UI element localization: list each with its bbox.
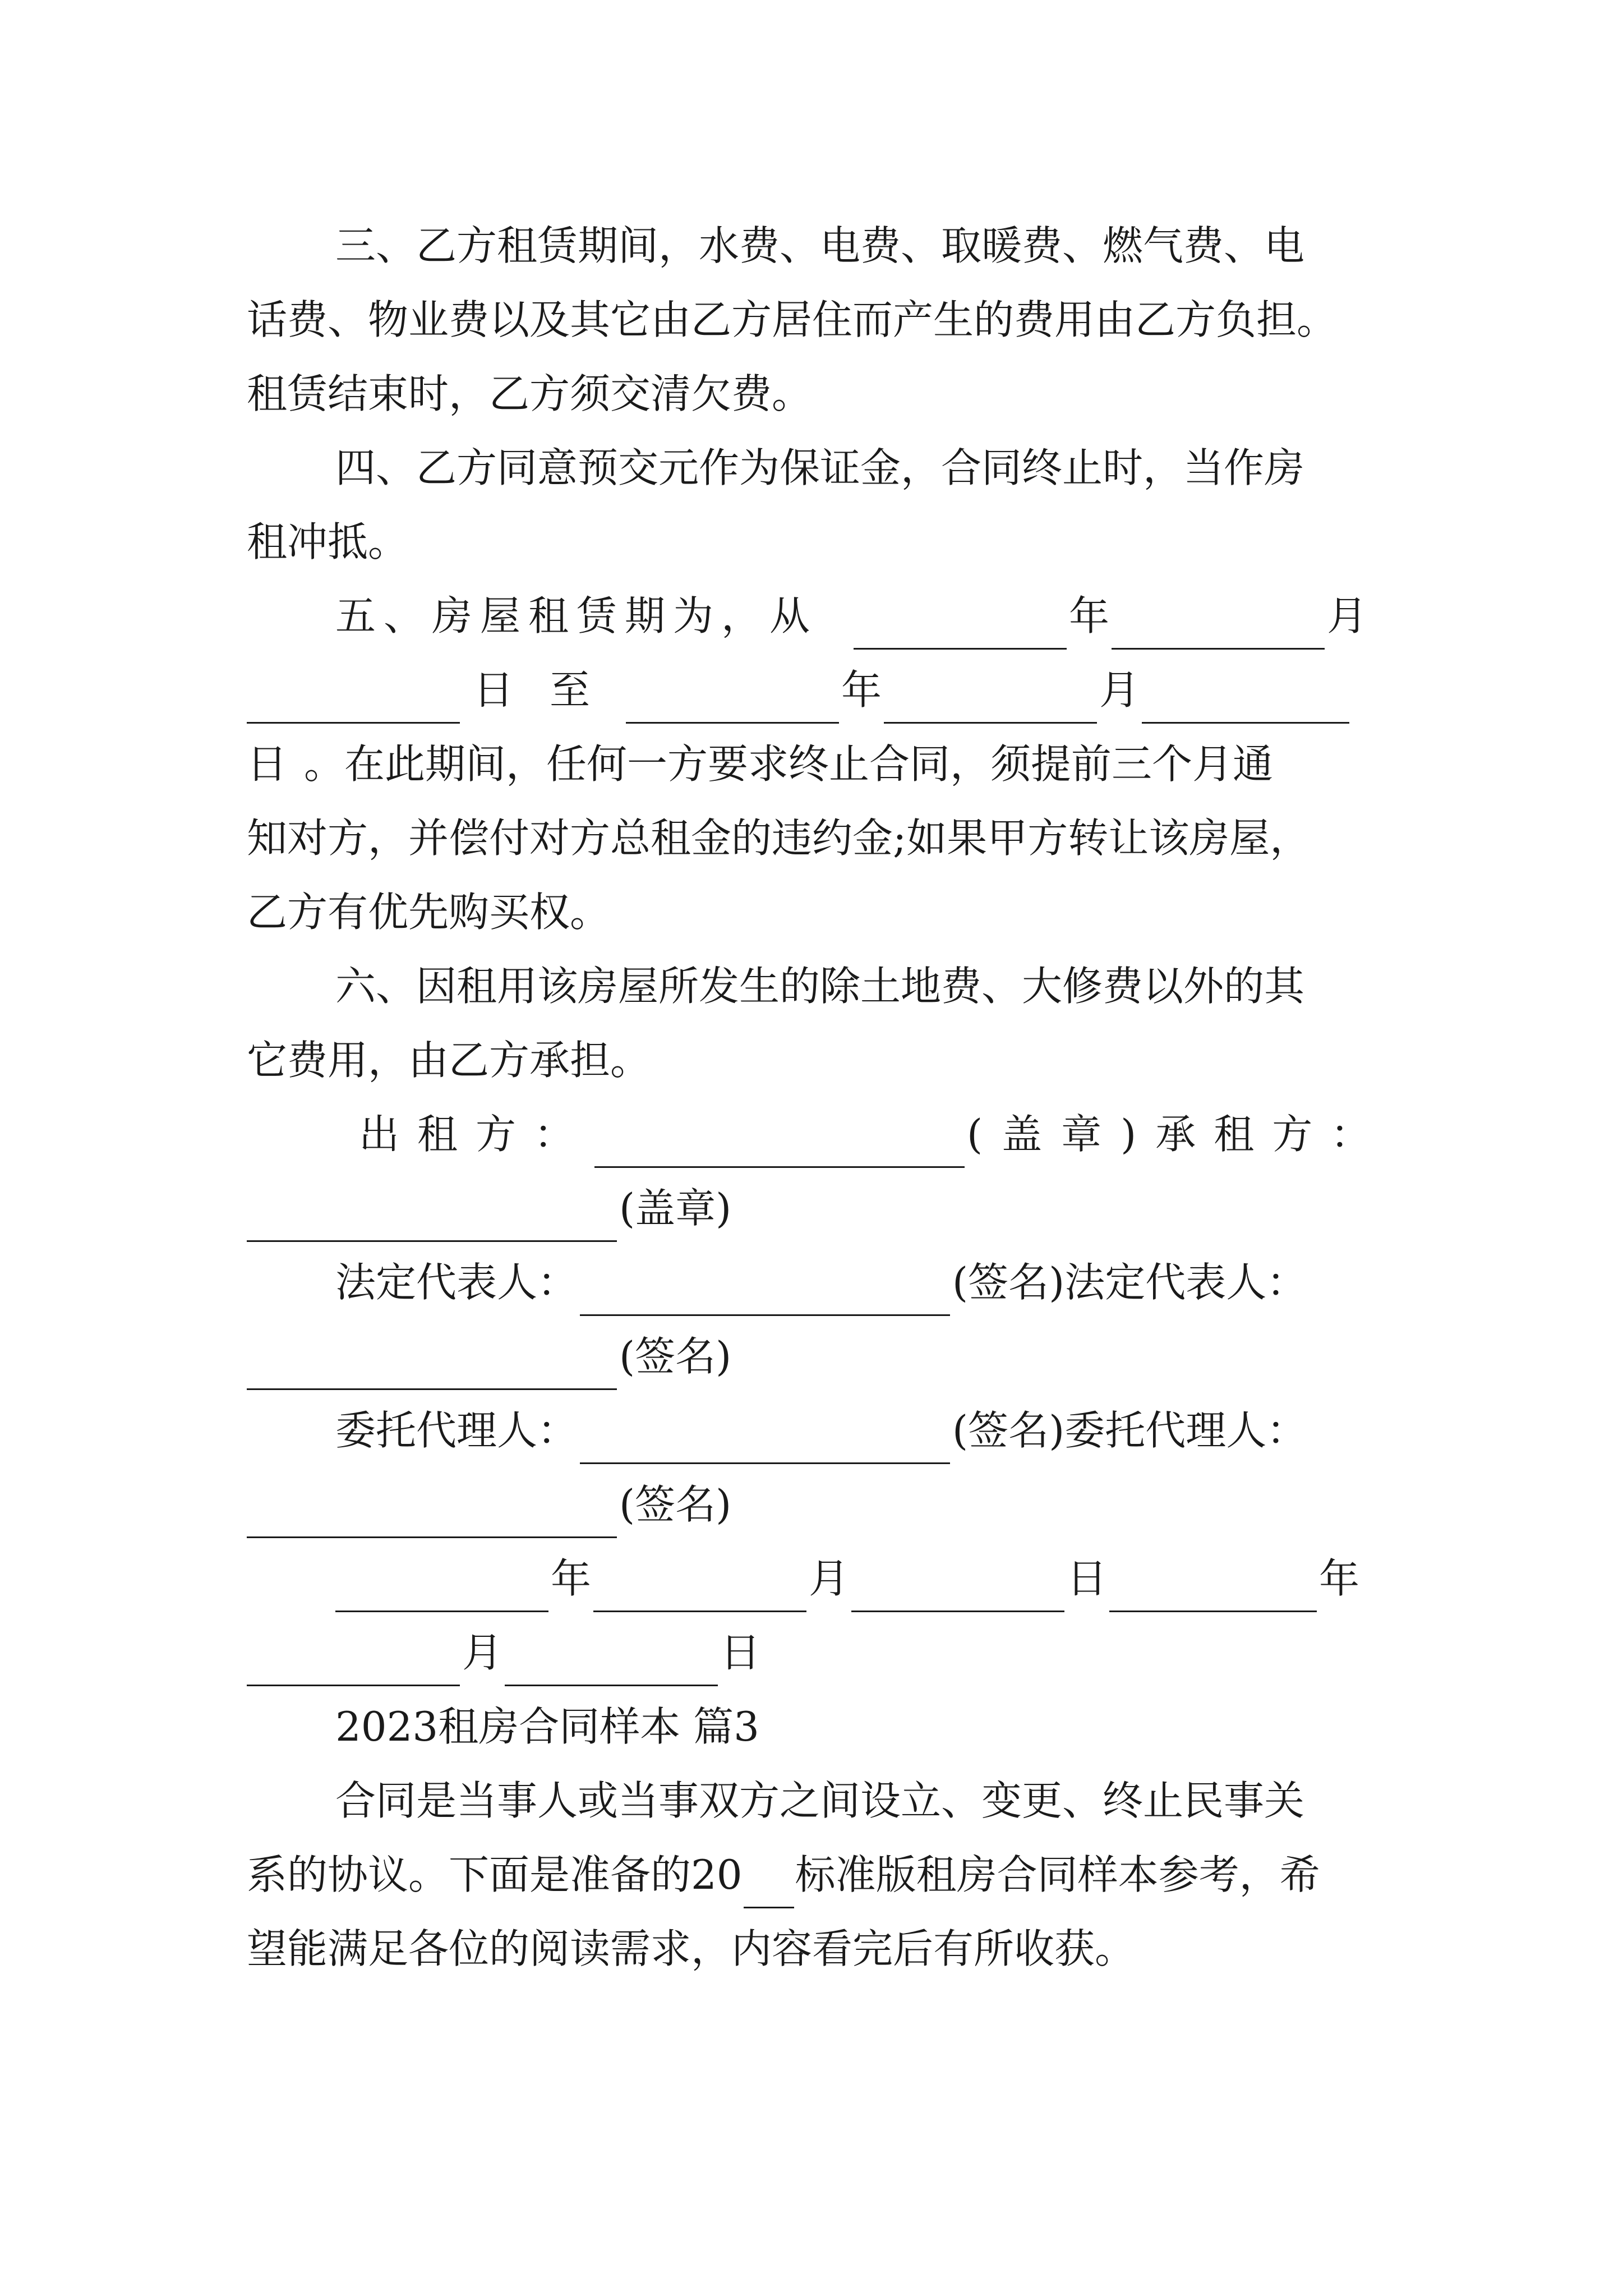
- section-title: 2023租房合同样本 篇3: [335, 1703, 759, 1750]
- lessee-signature-line: [247, 1175, 1380, 1242]
- sign-label: (签名): [952, 1259, 1065, 1306]
- year-label: 年: [551, 1555, 592, 1602]
- intro-line-2: [247, 1841, 1380, 1908]
- year-label: 年: [1319, 1555, 1360, 1602]
- end-day-blank[interactable]: [1142, 677, 1349, 724]
- intro-text-a: 系的协议。下面是准备的20: [247, 1851, 743, 1898]
- clause-5-line-5: 乙方有优先购买权。: [247, 889, 611, 936]
- intro-blank: [744, 1862, 794, 1908]
- clause-5-prefix: 五、房屋租赁期为，从: [335, 592, 818, 639]
- agent-blank-2[interactable]: [247, 1492, 617, 1538]
- end-month-blank[interactable]: [884, 677, 1097, 724]
- lessee-label: 承租方：: [1155, 1111, 1389, 1158]
- lessor-signature-line: [359, 1101, 1403, 1168]
- lessee-blank[interactable]: [247, 1195, 617, 1242]
- date-month-blank-2[interactable]: [247, 1640, 460, 1686]
- sign-label: (签名): [619, 1333, 732, 1380]
- lessor-label: 出租方：: [359, 1111, 593, 1158]
- month-label: 月: [1099, 666, 1140, 714]
- date-year-blank-2[interactable]: [1109, 1566, 1317, 1612]
- year-label: 年: [1069, 592, 1110, 639]
- start-day-blank[interactable]: [247, 677, 460, 724]
- month-label: 月: [809, 1555, 850, 1602]
- clause-5-line-1: [335, 582, 1380, 650]
- agent-label: 委托代理人：: [1064, 1407, 1307, 1454]
- month-label: 月: [462, 1629, 503, 1676]
- agent-label: 委托代理人：: [335, 1407, 578, 1454]
- intro-line-1: 合同是当事人或当事双方之间设立、变更、终止民事关: [335, 1777, 1305, 1824]
- start-year-blank[interactable]: [854, 603, 1067, 650]
- start-month-blank[interactable]: [1112, 603, 1325, 650]
- date-line-2: [247, 1619, 1380, 1686]
- date-day-blank[interactable]: [851, 1566, 1064, 1612]
- seal-label: (盖章): [967, 1111, 1156, 1158]
- intro-text-b: 标准版租房合同样本参考，希: [795, 1851, 1320, 1898]
- clause-6-line-1: 六、因租用该房屋所发生的除土地费、大修费以外的其: [335, 963, 1305, 1010]
- end-year-blank[interactable]: [626, 677, 839, 724]
- month-label: 月: [1327, 592, 1368, 639]
- day-label: 日: [473, 666, 514, 714]
- to-label: 至: [550, 666, 591, 714]
- agent-line: [335, 1397, 1380, 1464]
- sign-label: (签名): [952, 1407, 1065, 1454]
- sign-label: (签名): [619, 1481, 732, 1528]
- legal-rep-line: [335, 1249, 1380, 1316]
- seal-label: (盖章): [619, 1185, 732, 1232]
- clause-3-line-3: 租赁结束时，乙方须交清欠费。: [247, 370, 813, 417]
- clause-5-text: 。在此期间，任何一方要求终止合同，须提前三个月通: [304, 740, 1274, 788]
- intro-line-3: 望能满足各位的阅读需求，内容看完后有所收获。: [247, 1925, 1136, 1972]
- day-label: 日: [1067, 1555, 1108, 1602]
- date-year-blank[interactable]: [335, 1566, 548, 1612]
- legal-rep-label: 法定代表人：: [1064, 1259, 1307, 1306]
- clause-3-line-1: 三、乙方租赁期间，水费、电费、取暖费、燃气费、电: [335, 222, 1305, 269]
- day-label: 日: [720, 1629, 761, 1676]
- date-month-blank[interactable]: [593, 1566, 806, 1612]
- year-label: 年: [841, 666, 882, 714]
- lessor-blank[interactable]: [594, 1121, 965, 1168]
- legal-rep-blank[interactable]: [580, 1269, 950, 1316]
- legal-rep-line-2: [247, 1323, 1380, 1390]
- legal-rep-label: 法定代表人：: [335, 1259, 578, 1306]
- legal-rep-blank-2[interactable]: [247, 1343, 617, 1390]
- clause-4-line-2: 租冲抵。: [247, 518, 409, 565]
- agent-blank[interactable]: [580, 1418, 950, 1464]
- clause-5-line-2: [247, 656, 1380, 724]
- clause-3-line-2: 话费、物业费以及其它由乙方居住而产生的费用由乙方负担。: [247, 296, 1338, 343]
- date-day-blank-2[interactable]: [505, 1640, 718, 1686]
- day-label: 日: [247, 740, 288, 788]
- clause-4-line-1: 四、乙方同意预交元作为保证金，合同终止时，当作房: [335, 444, 1305, 491]
- clause-5-line-3: [247, 730, 1380, 798]
- clause-5-line-4: 知对方，并偿付对方总租金的违约金;如果甲方转让该房屋，: [247, 815, 1311, 862]
- clause-6-line-2: 它费用，由乙方承担。: [247, 1037, 651, 1084]
- date-line: [335, 1545, 1380, 1612]
- agent-line-2: [247, 1471, 1380, 1538]
